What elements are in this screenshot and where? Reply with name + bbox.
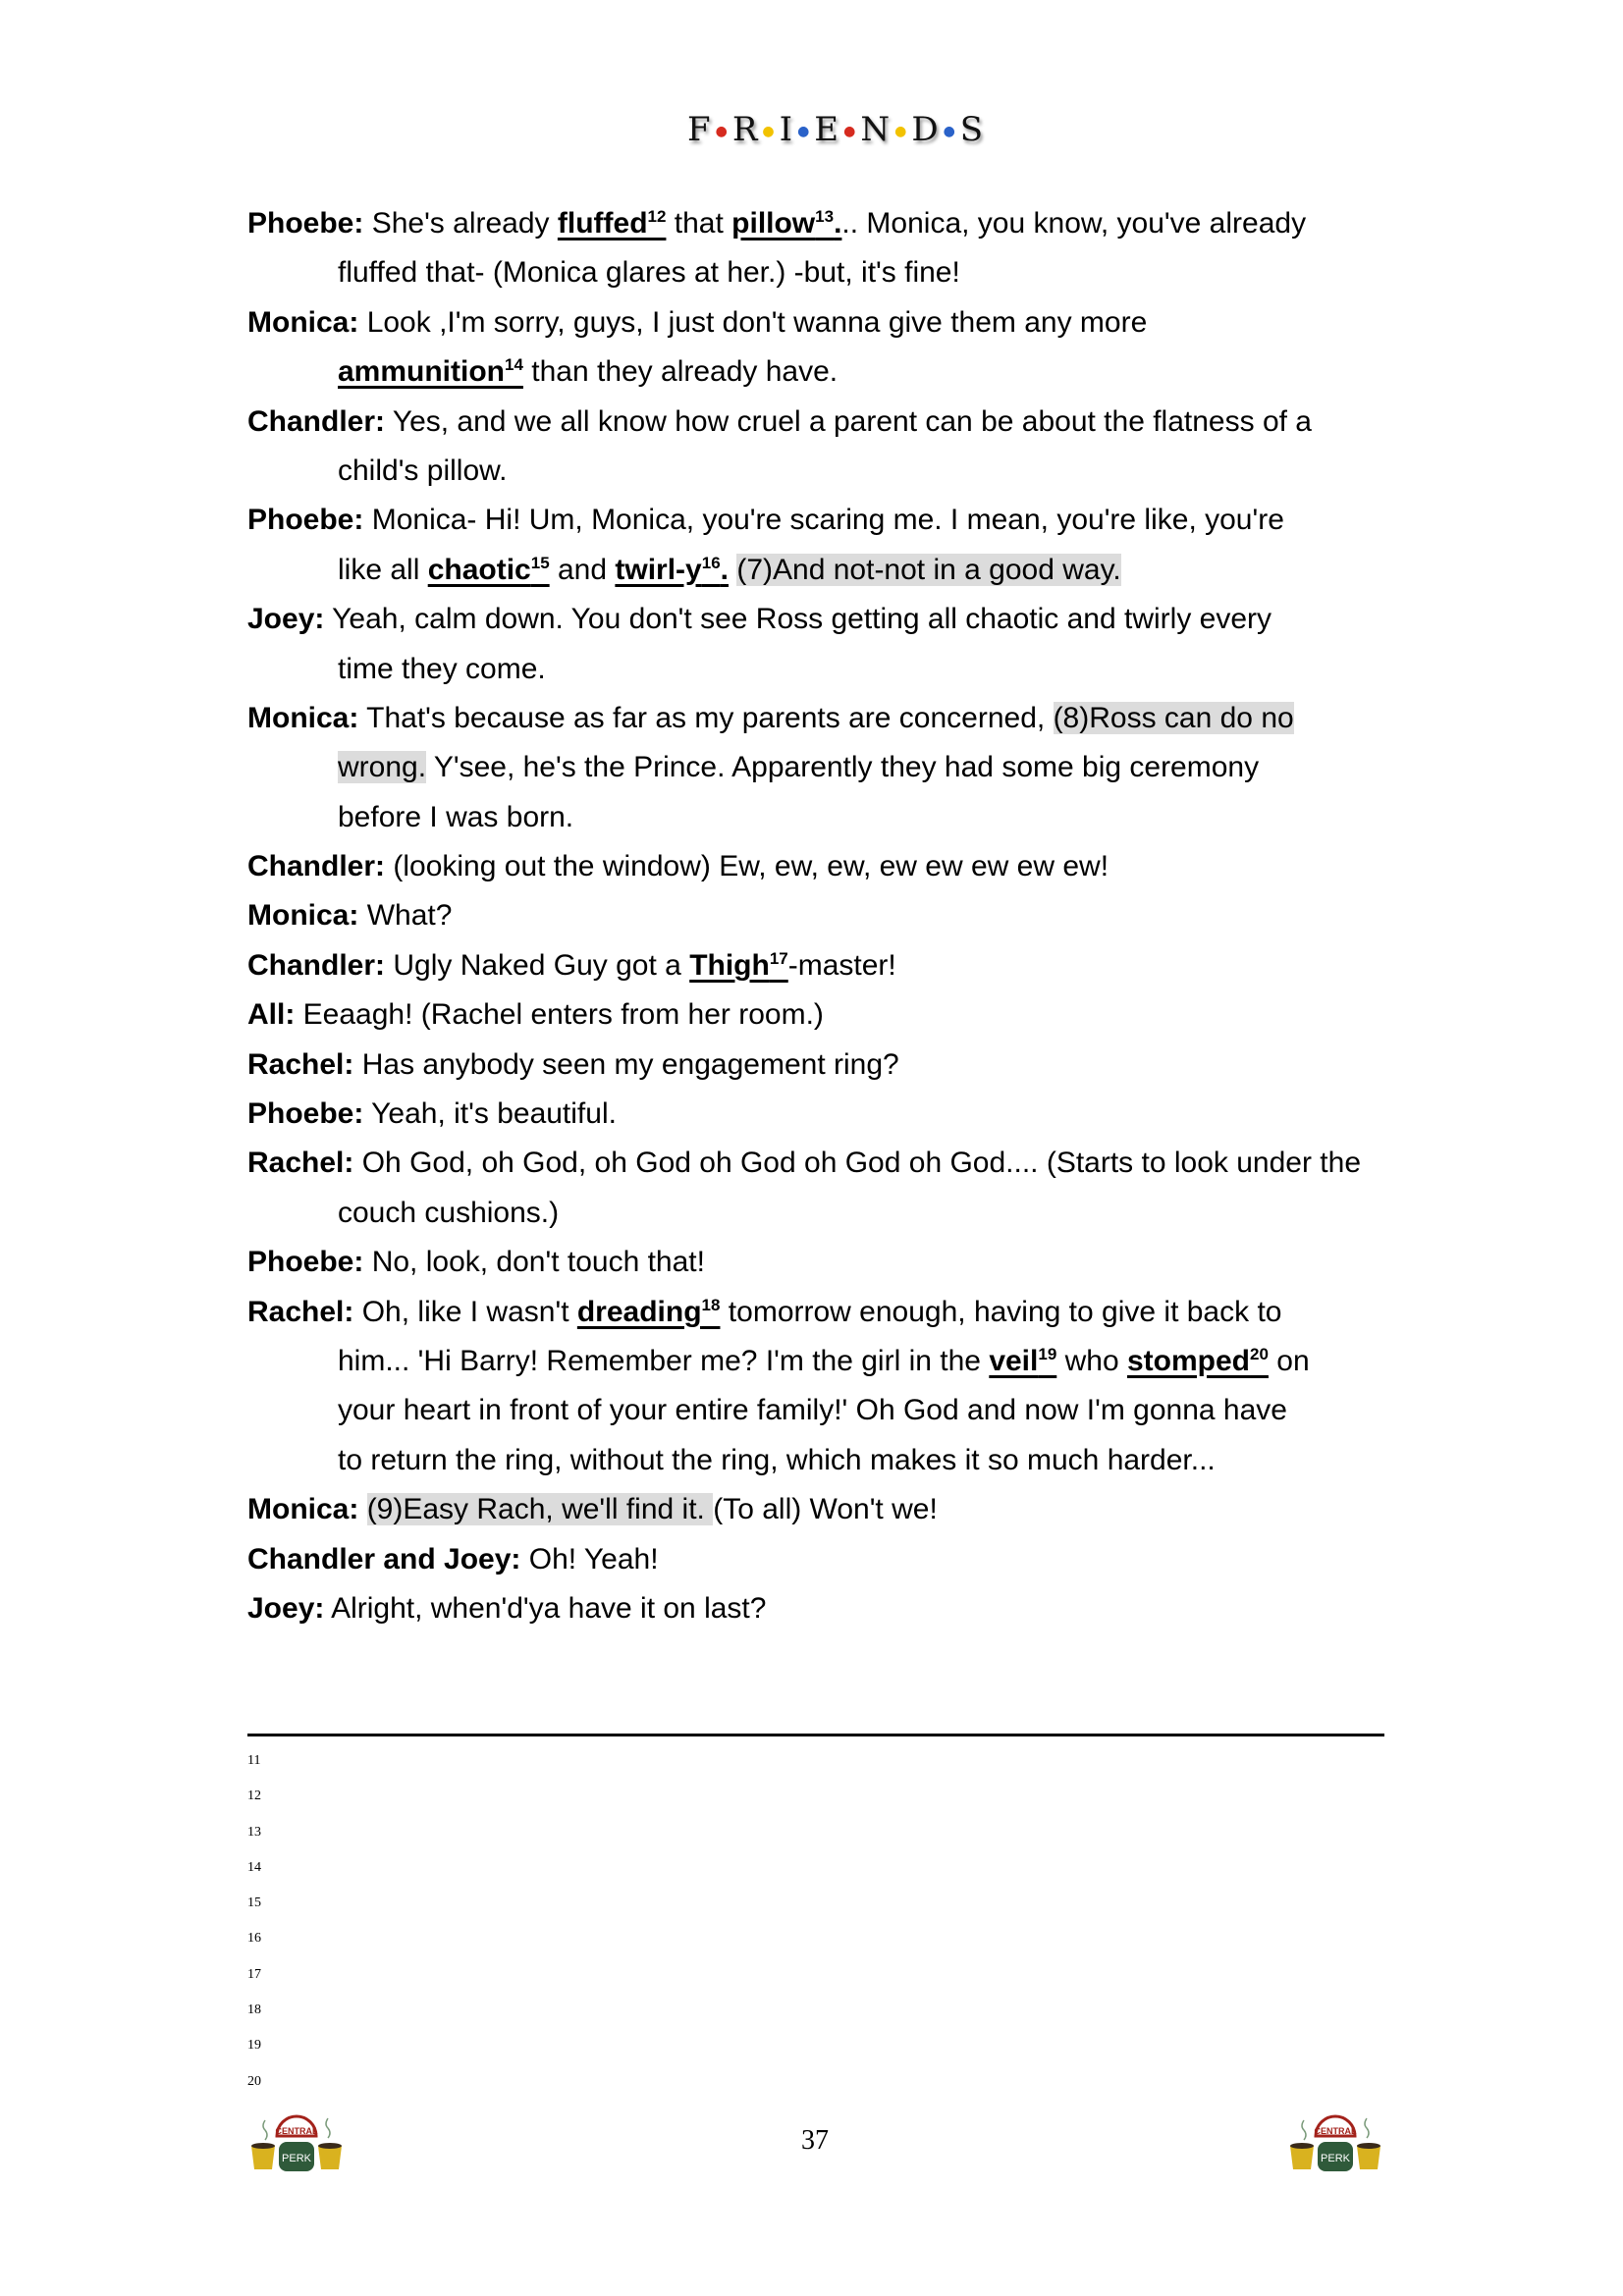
svg-text:PERK: PERK xyxy=(282,2153,311,2164)
logo-letter: D xyxy=(911,110,941,149)
central-perk-logo-icon xyxy=(1286,2110,1384,2179)
vocab-word-punct: . xyxy=(720,553,730,586)
vocab-word xyxy=(689,949,788,982)
dialogue-text: before I was born. xyxy=(338,800,574,833)
dialogue-line xyxy=(247,1485,1396,1534)
dialogue-text: Y'see, he's the Prince. Apparently they had some big ceremony xyxy=(426,751,1260,784)
vocab-word-text: fluffed xyxy=(557,207,648,240)
dialogue-text: That's because as far as my parents are concerned, xyxy=(366,701,1054,734)
footnote-separator xyxy=(247,1734,1384,1736)
speaker-name: Chandler and Joey: xyxy=(247,1542,521,1575)
script-dialogue xyxy=(247,199,1396,1633)
footnote-ref: 19 xyxy=(1038,1344,1057,1363)
dialogue-line xyxy=(247,1090,1396,1139)
vocab-word-text: chaotic xyxy=(427,553,531,586)
highlighted-text: (9)Easy Rach, we'll find it. xyxy=(366,1493,714,1526)
highlighted-text: wrong. xyxy=(338,751,427,784)
speaker-name: Rachel: xyxy=(247,1047,354,1081)
vocab-word xyxy=(577,1296,721,1328)
vocab-word xyxy=(615,554,729,586)
logo-letter: S xyxy=(959,110,986,149)
svg-text:PERK: PERK xyxy=(1321,2153,1350,2164)
footnote-ref: 15 xyxy=(530,553,550,572)
vocab-word-punct: . xyxy=(834,207,842,240)
footnote-number: 13 xyxy=(247,1824,261,1840)
dialogue-line xyxy=(247,546,1396,595)
speaker-name: Monica: xyxy=(247,1493,359,1526)
vocab-word xyxy=(731,207,841,240)
dialogue-text: time they come. xyxy=(338,652,546,685)
page-number: 37 xyxy=(801,2125,829,2156)
dialogue-line xyxy=(247,941,1396,990)
dialogue-line xyxy=(247,447,1396,496)
dialogue-text: Oh, like I wasn't xyxy=(361,1295,577,1328)
dialogue-text: Yes, and we all know how cruel a parent can be about the flatness of a xyxy=(392,404,1312,438)
vocab-word-text: dreading xyxy=(576,1295,702,1328)
speaker-name: Monica: xyxy=(247,899,359,933)
logo-dot-icon: ● xyxy=(894,124,909,139)
vocab-word xyxy=(558,207,667,240)
footnote-number: 18 xyxy=(247,2002,261,2018)
dialogue-text: to return the ring, without the ring, which makes it so much harder... xyxy=(338,1443,1216,1476)
footnote-ref: 13 xyxy=(815,207,835,226)
dialogue-text: Oh God, oh God, oh God oh God oh God oh God.... (Starts to look under the xyxy=(361,1147,1362,1180)
vocab-word-text: pillow xyxy=(731,207,816,240)
logo-dot-icon: ● xyxy=(843,124,858,139)
dialogue-text: your heart in front of your entire family!' Oh God and now I'm gonna have xyxy=(338,1394,1287,1427)
speaker-name: Rachel: xyxy=(247,1147,354,1180)
dialogue-text: What? xyxy=(366,899,453,933)
vocab-word xyxy=(989,1345,1056,1377)
footnote-number: 11 xyxy=(247,1753,261,1768)
dialogue-line xyxy=(247,1139,1396,1188)
footnote-number: 19 xyxy=(247,2038,261,2054)
logo-dot-icon: ● xyxy=(797,124,812,139)
footnote-ref: 16 xyxy=(701,553,721,572)
dialogue-line xyxy=(247,990,1396,1040)
dialogue-text: Oh! Yeah! xyxy=(528,1542,659,1575)
dialogue-text: (To all) Won't we! xyxy=(713,1493,938,1526)
footnote-number: 14 xyxy=(247,1859,261,1875)
footnotes xyxy=(247,1749,261,2106)
logo-letter: N xyxy=(860,110,893,149)
dialogue-text: couch cushions.) xyxy=(338,1196,560,1229)
speaker-name: Chandler: xyxy=(247,404,386,438)
vocab-word-text: stomped xyxy=(1127,1344,1251,1377)
dialogue-text: like all xyxy=(338,553,428,586)
dialogue-line xyxy=(247,1238,1396,1287)
dialogue-text: .. Monica, you know, you've already xyxy=(841,207,1307,240)
dialogue-text: Yeah, it's beautiful. xyxy=(371,1097,617,1131)
footnote-ref: 20 xyxy=(1250,1344,1269,1363)
logo-letter: R xyxy=(731,110,760,149)
speaker-name: Phoebe: xyxy=(247,1246,364,1279)
dialogue-line xyxy=(247,1535,1396,1584)
dialogue-line xyxy=(247,496,1396,545)
central-perk-logo-icon xyxy=(247,2110,346,2179)
footnote-number: 20 xyxy=(247,2073,261,2089)
dialogue-line xyxy=(247,347,1396,397)
logo-letter: E xyxy=(814,110,841,149)
vocab-word xyxy=(338,355,523,388)
dialogue-text: Yeah, calm down. You don't see Ross getting all chaotic and twirly every xyxy=(332,603,1272,636)
footnote-ref: 18 xyxy=(701,1295,721,1314)
dialogue-line xyxy=(247,842,1396,891)
speaker-name: Phoebe: xyxy=(247,1097,364,1131)
svg-text:CENTRAL: CENTRAL xyxy=(275,2126,318,2136)
dialogue-line xyxy=(247,1041,1396,1090)
dialogue-text: Eeaagh! (Rachel enters from her room.) xyxy=(302,998,824,1032)
logo-letter: F xyxy=(687,110,713,149)
dialogue-text: fluffed that- (Monica glares at her.) -but, it's fine! xyxy=(338,256,960,290)
dialogue-text: Monica- Hi! Um, Monica, you're scaring me. I mean, you're like, you're xyxy=(371,504,1284,537)
footnote-number: 15 xyxy=(247,1896,261,1911)
vocab-word-text: ammunition xyxy=(338,355,505,389)
vocab-word xyxy=(1127,1345,1269,1377)
logo-dot-icon: ● xyxy=(762,124,777,139)
speaker-name: Rachel: xyxy=(247,1295,354,1328)
dialogue-line xyxy=(247,1436,1396,1485)
dialogue-line xyxy=(247,694,1396,743)
dialogue-text: than they already have. xyxy=(522,355,839,389)
dialogue-line xyxy=(247,793,1396,842)
vocab-word xyxy=(428,554,550,586)
vocab-word-text: twirl-y xyxy=(615,553,702,586)
dialogue-line xyxy=(247,1584,1396,1633)
logo-letter: I xyxy=(779,110,795,149)
dialogue-line xyxy=(247,298,1396,347)
footnote-ref: 17 xyxy=(769,948,788,968)
dialogue-line xyxy=(247,1337,1396,1386)
speaker-name: Chandler: xyxy=(247,948,386,982)
footnote-number: 12 xyxy=(247,1789,261,1804)
speaker-name: Phoebe: xyxy=(247,207,364,240)
footnote-number: 16 xyxy=(247,1931,261,1947)
dialogue-line xyxy=(247,1386,1396,1435)
dialogue-text: Ugly Naked Guy got a xyxy=(393,948,690,982)
dialogue-text: on xyxy=(1268,1344,1310,1377)
logo-dot-icon: ● xyxy=(715,124,730,139)
dialogue-line xyxy=(247,1189,1396,1238)
dialogue-text: -master! xyxy=(787,948,896,982)
dialogue-text: him... 'Hi Barry! Remember me? I'm the girl in the xyxy=(338,1344,990,1377)
highlighted-text: (8)Ross can do no xyxy=(1053,701,1294,734)
vocab-word-text: veil xyxy=(989,1344,1039,1377)
dialogue-line xyxy=(247,595,1396,644)
speaker-name: Joey: xyxy=(247,603,325,636)
vocab-word-text: Thigh xyxy=(689,948,770,982)
highlighted-text: (7)And not-not in a good way. xyxy=(736,553,1121,586)
svg-text:CENTRAL: CENTRAL xyxy=(1314,2126,1357,2136)
footnote-number: 17 xyxy=(247,1966,261,1982)
speaker-name: All: xyxy=(247,998,296,1032)
dialogue-text: Has anybody seen my engagement ring? xyxy=(361,1047,899,1081)
dialogue-line xyxy=(247,743,1396,792)
dialogue-line xyxy=(247,1288,1396,1337)
speaker-name: Monica: xyxy=(247,701,359,734)
speaker-name: Joey: xyxy=(247,1591,325,1625)
speaker-name: Chandler: xyxy=(247,850,386,883)
dialogue-line xyxy=(247,891,1396,940)
speaker-name: Monica: xyxy=(247,305,359,339)
dialogue-text: She's already xyxy=(371,207,558,240)
dialogue-text: No, look, don't touch that! xyxy=(371,1246,705,1279)
dialogue-line xyxy=(247,398,1396,447)
dialogue-text: Alright, when'd'ya have it on last? xyxy=(331,1591,767,1625)
speaker-name: Phoebe: xyxy=(247,504,364,537)
friends-logo xyxy=(687,110,986,149)
dialogue-text: child's pillow. xyxy=(338,454,508,487)
dialogue-text: Look ,I'm sorry, guys, I just don't wanna give them any more xyxy=(366,305,1148,339)
dialogue-text: tomorrow enough, having to give it back to xyxy=(720,1295,1282,1328)
dialogue-text: who xyxy=(1056,1344,1127,1377)
dialogue-text: that xyxy=(666,207,732,240)
dialogue-text: and xyxy=(549,553,616,586)
dialogue-line xyxy=(247,248,1396,297)
logo-dot-icon: ● xyxy=(943,124,957,139)
dialogue-line xyxy=(247,199,1396,248)
dialogue-text: (looking out the window) Ew, ew, ew, ew ew ew ew ew! xyxy=(393,850,1109,883)
footnote-ref: 12 xyxy=(647,207,667,226)
footnote-ref: 14 xyxy=(505,355,523,375)
dialogue-line xyxy=(247,645,1396,694)
